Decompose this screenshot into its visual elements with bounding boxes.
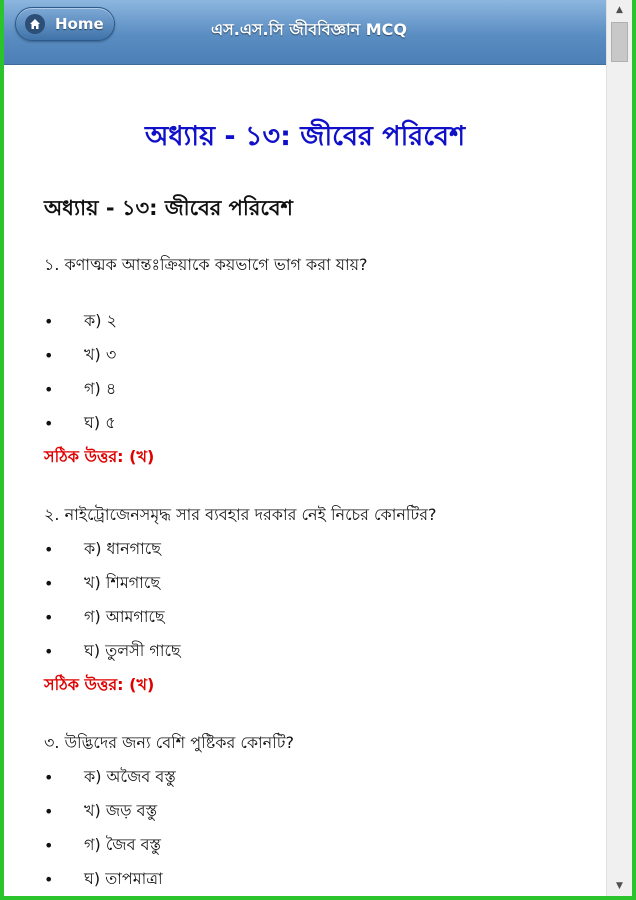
bullet-icon: • bbox=[44, 642, 54, 661]
bullet-icon: • bbox=[44, 380, 54, 399]
bullet-icon: • bbox=[44, 836, 54, 855]
bullet-icon: • bbox=[44, 768, 54, 787]
option-text: ঘ) তুলসী গাছে bbox=[84, 641, 181, 660]
bullet-icon: • bbox=[44, 346, 54, 365]
bullet-icon: • bbox=[44, 574, 54, 593]
question-2: ২. নাইট্রোজেনসমৃদ্ধ সার ব্যবহার দরকার নেই নিচের কোনটির? bbox=[44, 505, 437, 524]
scroll-up-arrow-icon[interactable]: ▲ bbox=[616, 5, 623, 15]
option-text: গ) জৈব বস্তু bbox=[84, 835, 162, 854]
question-3: ৩. উদ্ভিদের জন্য বেশি পুষ্টিকর কোনটি? bbox=[44, 733, 295, 752]
option-text: খ) শিমগাছে bbox=[84, 573, 161, 592]
page-title: অধ্যায় - ১৩: জীবের পরিবেশ bbox=[144, 121, 466, 152]
option-text: খ) ৩ bbox=[84, 345, 117, 364]
bullet-icon: • bbox=[44, 414, 54, 433]
option-text: ঘ) ৫ bbox=[84, 413, 116, 432]
answer-1: সঠিক উত্তর: (খ) bbox=[44, 447, 155, 466]
bullet-icon: • bbox=[44, 540, 54, 559]
option-text: ক) ধানগাছে bbox=[84, 539, 161, 558]
scroll-down-arrow-icon[interactable]: ▼ bbox=[616, 881, 623, 891]
option-text: ক) অজৈব বস্তু bbox=[84, 767, 176, 786]
bullet-icon: • bbox=[44, 312, 54, 331]
option-text: ক) ২ bbox=[84, 311, 117, 330]
option-text: গ) ৪ bbox=[84, 379, 117, 398]
bullet-icon: • bbox=[44, 870, 54, 889]
answer-2: সঠিক উত্তর: (খ) bbox=[44, 675, 155, 694]
home-button-label: Home bbox=[55, 15, 104, 33]
app-title: এস.এস.সি জীববিজ্ঞান MCQ bbox=[211, 20, 407, 39]
section-heading: অধ্যায় - ১৩: জীবের পরিবেশ bbox=[44, 196, 293, 220]
question-1: ১. কণাত্মক আন্তঃক্রিয়াকে কয়ভাগে ভাগ করা যায়? bbox=[44, 255, 368, 274]
option-text: খ) জড় বস্তু bbox=[84, 801, 158, 820]
option-text: ঘ) তাপমাত্রা bbox=[84, 869, 163, 888]
option-text: গ) আমগাছে bbox=[84, 607, 165, 626]
bullet-icon: • bbox=[44, 608, 54, 627]
bullet-icon: • bbox=[44, 802, 54, 821]
